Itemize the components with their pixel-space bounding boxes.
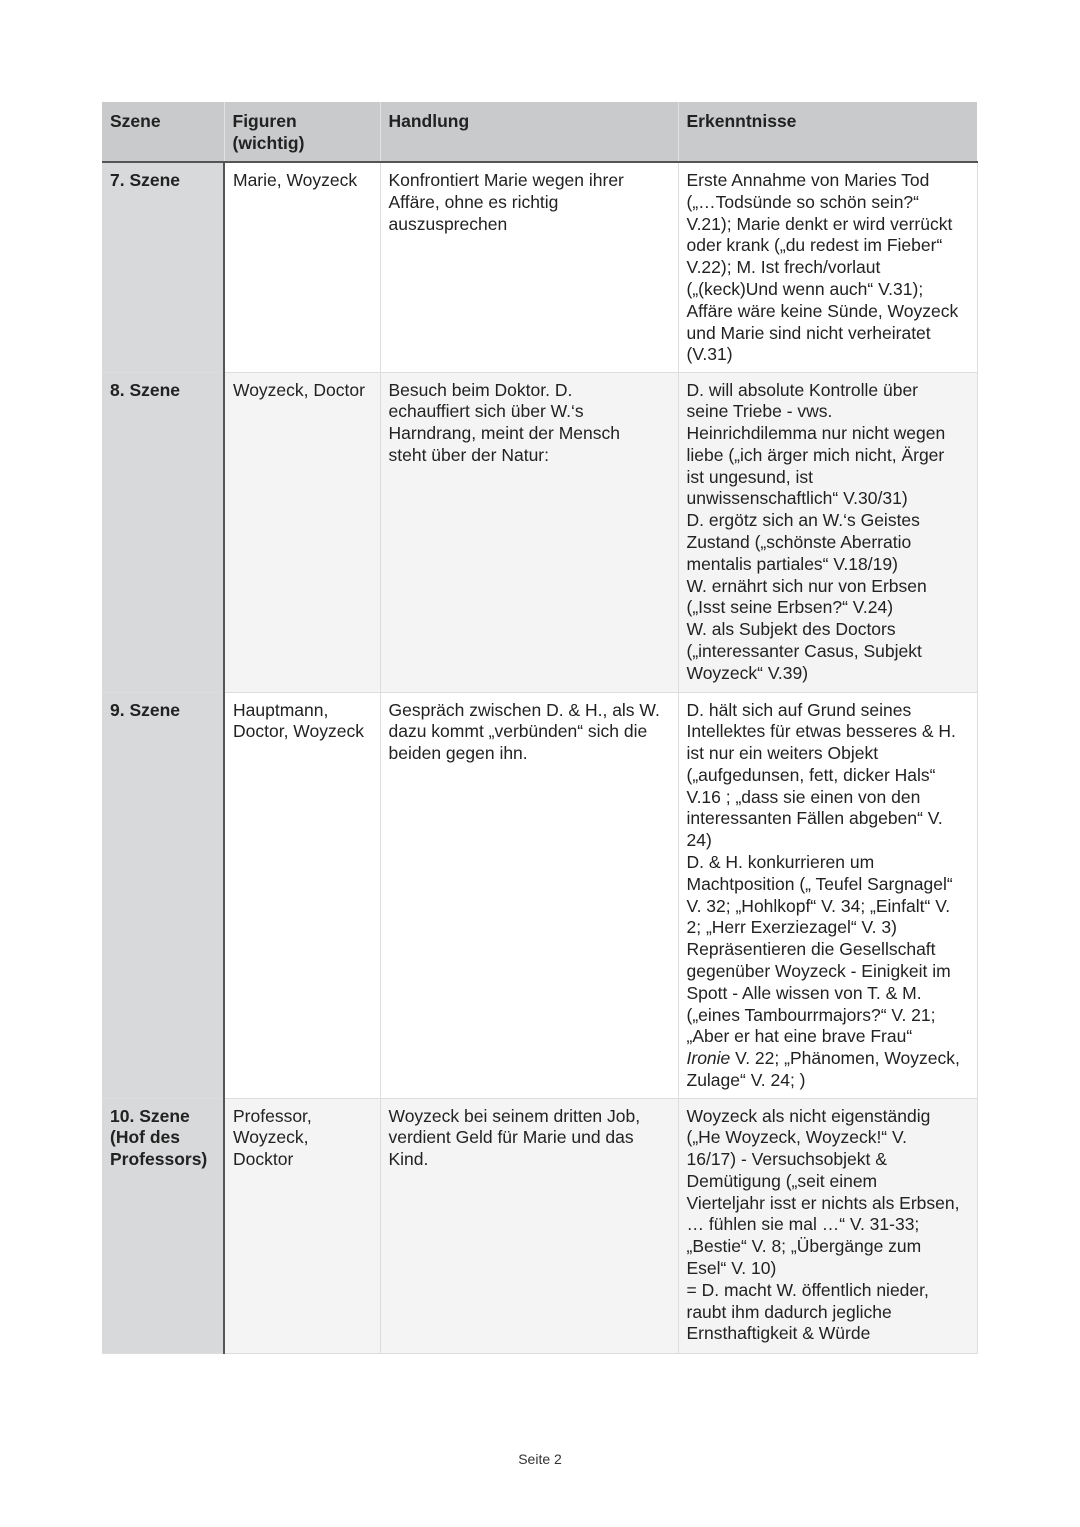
table-row [102,1098,977,1353]
insights-text: D. hält sich auf Grund seines Intellektes für etwas besseres & H. ist nur ein weiters Objekt („aufgedunsen, fett, dicker Hals“ V.16 ; „dass sie einen von den interessanten Fällen abgeben“ V. 24) D. & H. konkurrieren um Machtposition („ Teufel Sargnagel“ V. 32; „Hohlkopf“ V. 34; „Einfalt“ V. 2; „Herr Exerziezagel“ V. 3) Repräsentieren die Gesellschaft gegenüber Woyzeck - Einigkeit im Spott - Alle wissen von T. & M. („eines Tambourrmajors?“ V. 21; „Aber er hat eine brave Frau“ [686,699,956,1047]
insights-italic-text: Ironie [686,1048,731,1069]
action-cell: Woyzeck bei seinem dritten Job, verdient Geld für Marie und das Kind. [380,1098,678,1353]
header-erkenntnisse: Erkenntnisse [678,102,977,162]
header-figuren: Figuren (wichtig) [224,102,380,162]
figures-cell: Marie, Woyzeck [224,162,380,372]
header-szene: Szene [102,102,224,162]
insights-cell: Woyzeck als nicht eigenständig („He Woyzeck, Woyzeck!“ V. 16/17) - Versuchsobjekt & Demütigung („seit einem Vierteljahr isst er nichts als Erbsen, … fühlen sie mal …“ V. 31-33; „Bestie“ V. 8; „Übergänge zum Esel“ V. 10) = D. macht W. öffentlich nieder, raubt ihm dadurch jegliche Ernsthaftigkeit & Würde [678,1098,977,1353]
table-header-row [102,102,977,162]
scene-label: 10. Szene (Hof des Professors) [102,1098,224,1353]
insights-cell: D. will absolute Kontrolle über seine Triebe - vws. Heinrichdilemma nur nicht wegen liebe („ich ärger mich nicht, Ärger ist ungesund, ist unwissenschaftlich“ V.30/31) D. ergötz sich an W.‘s Geistes Zustand („schönste Aberratio mentalis partiales“ V.18/19) W. ernährt sich nur von Erbsen („Isst seine Erbsen?“ V.24) W. als Subjekt des Doctors („interessanter Casus, Subjekt Woyzeck“ V.39) [678,372,977,692]
page-number: Seite 2 [518,1451,562,1467]
figures-cell: Professor, Woyzeck, Docktor [224,1098,380,1353]
table-row [102,372,977,692]
insights-text: V. 22; „Phänomen, Woyzeck, Zulage“ V. 24; ) [686,1048,960,1091]
scene-label: 7. Szene [102,162,224,372]
header-handlung: Handlung [380,102,678,162]
scene-label: 8. Szene [102,372,224,692]
figures-cell: Hauptmann, Doctor, Woyzeck [224,692,380,1098]
action-cell: Besuch beim Doktor. D. echauffiert sich über W.‘s Harndrang, meint der Mensch steht über der Natur: [380,372,678,692]
scene-label: 9. Szene [102,692,224,1098]
action-cell: Gespräch zwischen D. & H., als W. dazu kommt „verbünden“ sich die beiden gegen ihn. [380,692,678,1098]
figures-cell: Woyzeck, Doctor [224,372,380,692]
insights-cell [678,692,977,1098]
scene-analysis-table [102,102,978,1354]
table-row [102,692,977,1098]
insights-cell: Erste Annahme von Maries Tod („…Todsünde so schön sein?“ V.21); Marie denkt er wird verrückt oder krank („du redest im Fieber“ V.22); M. Ist frech/vorlaut („(keck)Und wenn auch“ V.31); Affäre wäre keine Sünde, Woyzeck und Marie sind nicht verheiratet (V.31) [678,162,977,372]
table-row [102,162,977,372]
action-cell: Konfrontiert Marie wegen ihrer Affäre, ohne es richtig auszusprechen [380,162,678,372]
